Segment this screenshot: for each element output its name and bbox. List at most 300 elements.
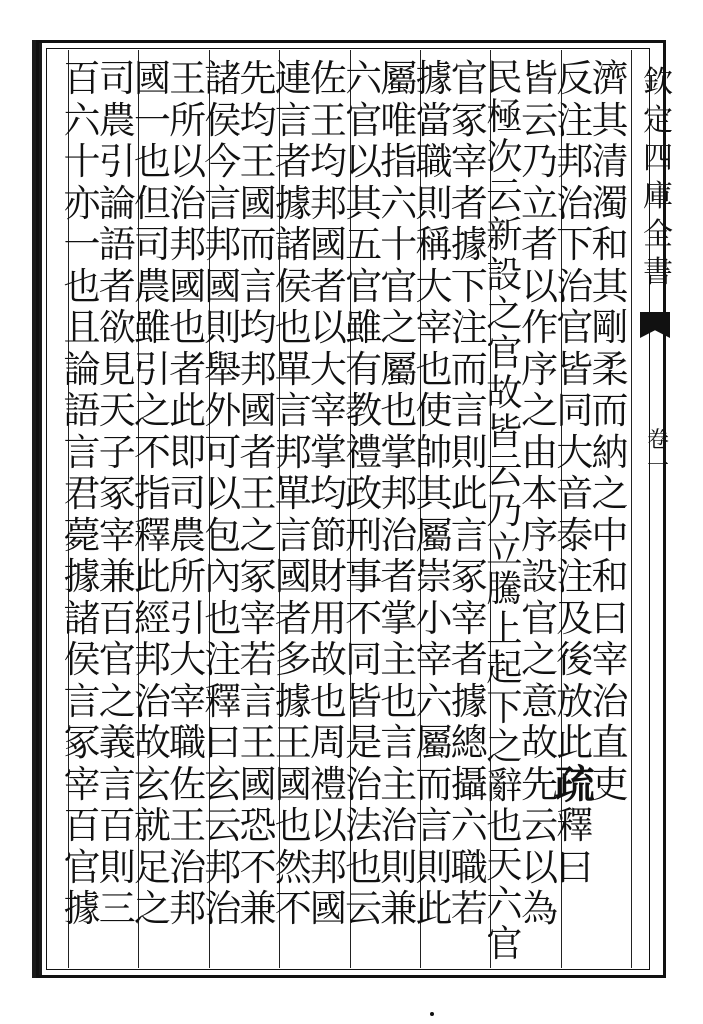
column-char: 兼 bbox=[98, 555, 136, 598]
column-char: 治 bbox=[133, 679, 171, 723]
column-char: 諸 bbox=[274, 223, 312, 266]
column-char: 六 bbox=[450, 804, 488, 847]
column-char: 雖 bbox=[345, 306, 383, 349]
column-char: 農 bbox=[133, 264, 171, 308]
column-char: 注 bbox=[556, 98, 594, 142]
column-char: 今 bbox=[204, 140, 242, 183]
column-char: 官 bbox=[450, 57, 488, 100]
column-char: 也 bbox=[380, 389, 418, 432]
column-char: 邦 bbox=[239, 347, 277, 391]
column-char: 引 bbox=[133, 347, 171, 391]
column-char: 辭 bbox=[486, 764, 523, 808]
column-char: 及 bbox=[556, 596, 594, 640]
column-char: 百 bbox=[63, 804, 101, 847]
column-char: 六 bbox=[486, 882, 523, 926]
volume-char: 一 bbox=[646, 454, 669, 479]
column-char: 薨 bbox=[63, 513, 101, 557]
column-char: 也 bbox=[345, 845, 383, 889]
column-char: 同 bbox=[556, 389, 594, 432]
column-char: 百 bbox=[98, 804, 136, 847]
column-char: 清 bbox=[591, 140, 629, 183]
column-char: 佐 bbox=[169, 762, 207, 806]
column-char: 司 bbox=[98, 57, 136, 100]
column-char: 侯 bbox=[274, 264, 312, 308]
column-char: 國 bbox=[133, 57, 171, 100]
column-char: 以 bbox=[309, 804, 347, 847]
column-char: 也 bbox=[309, 679, 347, 723]
column-char: 均 bbox=[309, 472, 347, 515]
column-char: 此 bbox=[133, 555, 171, 598]
column-char: 者 bbox=[274, 140, 312, 183]
column-char: 內 bbox=[204, 555, 242, 598]
column-char: 治 bbox=[169, 181, 207, 225]
column-char: 法 bbox=[345, 804, 383, 847]
column-char: 節 bbox=[309, 513, 347, 557]
column-char: 大 bbox=[169, 638, 207, 681]
column-char: 若 bbox=[450, 887, 488, 930]
column-char: 使 bbox=[415, 389, 453, 432]
book-title-margin bbox=[642, 64, 674, 292]
column-char: 恐 bbox=[239, 804, 277, 847]
column-char: 此 bbox=[450, 472, 488, 515]
column-char: 邦 bbox=[169, 887, 207, 930]
column-char: 單 bbox=[274, 347, 312, 391]
column-char: 注 bbox=[556, 555, 594, 598]
column-char: 六 bbox=[63, 98, 101, 142]
column-char: 不 bbox=[345, 596, 383, 640]
column-char: 不 bbox=[133, 430, 171, 474]
column-char: 設 bbox=[486, 252, 523, 296]
column-char: 宰 bbox=[98, 513, 136, 557]
column-char: 連 bbox=[274, 57, 312, 100]
column-char: 禮 bbox=[345, 430, 383, 474]
column-char: 邦 bbox=[204, 223, 242, 266]
margin-title-char: 四 bbox=[643, 141, 673, 176]
column-char: 據 bbox=[274, 181, 312, 225]
column-char: 六 bbox=[345, 57, 383, 100]
column-char: 則 bbox=[380, 845, 418, 889]
column-char: 冢 bbox=[450, 555, 488, 598]
column-char: 此 bbox=[556, 721, 594, 764]
column-char: 所 bbox=[169, 555, 207, 598]
column-char: 濁 bbox=[591, 181, 629, 225]
column-char: 雖 bbox=[133, 306, 171, 349]
column-char: 剛 bbox=[591, 306, 629, 349]
column-char: 下 bbox=[486, 685, 523, 729]
column-char: 十 bbox=[380, 223, 418, 266]
column-char: 注 bbox=[450, 306, 488, 349]
column-char: 而 bbox=[591, 389, 629, 432]
column-char: 司 bbox=[133, 223, 171, 266]
column-char: 玄 bbox=[204, 762, 242, 806]
column-char: 乃 bbox=[486, 488, 523, 532]
column-char: 者 bbox=[450, 181, 488, 225]
column-char: 也 bbox=[274, 804, 312, 847]
column-char: 之 bbox=[239, 513, 277, 557]
column-char: 舉 bbox=[204, 347, 242, 391]
column-char: 王 bbox=[169, 804, 207, 847]
column-char: 治 bbox=[556, 264, 594, 308]
column-char: 據 bbox=[63, 887, 101, 930]
column-char: 農 bbox=[98, 98, 136, 142]
text-column bbox=[60, 58, 104, 930]
column-char: 總 bbox=[450, 721, 488, 764]
column-char: 反 bbox=[556, 57, 594, 100]
column-char: 百 bbox=[98, 596, 136, 640]
column-char: 可 bbox=[204, 430, 242, 474]
column-char: 而 bbox=[450, 347, 488, 391]
column-char: 先 bbox=[521, 762, 559, 806]
column-char: 則 bbox=[415, 845, 453, 889]
column-char: 曰 bbox=[204, 721, 242, 764]
margin-title-char: 全 bbox=[643, 217, 673, 252]
column-char: 言 bbox=[204, 181, 242, 225]
column-char: 兼 bbox=[380, 887, 418, 930]
column-char: 言 bbox=[63, 430, 101, 474]
column-char: 之 bbox=[486, 724, 523, 768]
column-char: 國 bbox=[239, 181, 277, 225]
column-char: 冢 bbox=[98, 472, 136, 515]
column-char: 言 bbox=[415, 804, 453, 847]
column-char: 據 bbox=[415, 57, 453, 100]
column-char: 下 bbox=[450, 264, 488, 308]
column-char: 崇 bbox=[415, 555, 453, 598]
column-char: 宰 bbox=[415, 306, 453, 349]
column-char: 之 bbox=[591, 472, 629, 515]
column-char: 為 bbox=[521, 887, 559, 930]
column-char: 之 bbox=[380, 306, 418, 349]
column-char: 中 bbox=[591, 513, 629, 557]
column-char: 國 bbox=[309, 223, 347, 266]
column-char: 柔 bbox=[591, 347, 629, 391]
column-char: 均 bbox=[239, 306, 277, 349]
column-char: 且 bbox=[63, 306, 101, 349]
column-char: 騰 bbox=[486, 567, 523, 611]
column-char: 邦 bbox=[380, 472, 418, 515]
column-char: 言 bbox=[239, 264, 277, 308]
volume-char: 卷 bbox=[646, 428, 669, 453]
column-char: 三 bbox=[98, 887, 136, 930]
column-char: 就 bbox=[133, 804, 171, 847]
column-char: 其 bbox=[591, 264, 629, 308]
column-char: 冢 bbox=[450, 98, 488, 142]
column-char: 直 bbox=[591, 721, 629, 764]
column-char: 官 bbox=[98, 638, 136, 681]
column-char: 則 bbox=[415, 181, 453, 225]
column-char: 官 bbox=[63, 845, 101, 889]
column-char: 據 bbox=[450, 223, 488, 266]
column-char: 是 bbox=[345, 721, 383, 764]
column-char: 周 bbox=[309, 721, 347, 764]
column-char: 用 bbox=[309, 596, 347, 640]
column-char: 和 bbox=[591, 555, 629, 598]
column-char: 者 bbox=[274, 596, 312, 640]
column-char: 主 bbox=[380, 762, 418, 806]
column-char: 邦 bbox=[169, 223, 207, 266]
column-char: 釋 bbox=[204, 679, 242, 723]
column-char: 官 bbox=[521, 596, 559, 640]
column-char: 主 bbox=[380, 638, 418, 681]
margin-title-char: 欽 bbox=[643, 65, 673, 100]
column-char: 邦 bbox=[133, 638, 171, 681]
column-char: 掌 bbox=[309, 430, 347, 474]
column-char: 音 bbox=[556, 472, 594, 515]
column-char: 也 bbox=[63, 264, 101, 308]
column-char: 次 bbox=[486, 134, 523, 178]
column-char: 大 bbox=[415, 264, 453, 308]
column-char: 國 bbox=[169, 264, 207, 308]
column-char: 大 bbox=[556, 430, 594, 474]
column-char: 侯 bbox=[204, 98, 242, 142]
column-char: 財 bbox=[309, 555, 347, 598]
column-char: 者 bbox=[380, 555, 418, 598]
column-char: 設 bbox=[521, 555, 559, 598]
column-char: 政 bbox=[345, 472, 383, 515]
column-char: 然 bbox=[274, 845, 312, 889]
column-char: 則 bbox=[450, 430, 488, 474]
column-char: 邦 bbox=[274, 430, 312, 474]
column-char: 序 bbox=[521, 513, 559, 557]
column-char: 帥 bbox=[415, 430, 453, 474]
column-char: 六 bbox=[415, 679, 453, 723]
column-char: 邦 bbox=[309, 845, 347, 889]
column-char: 之 bbox=[133, 389, 171, 432]
column-char: 唯 bbox=[380, 98, 418, 142]
column-char: 之 bbox=[521, 638, 559, 681]
column-char: 農 bbox=[169, 513, 207, 557]
column-char: 若 bbox=[239, 638, 277, 681]
page-dot bbox=[430, 1012, 434, 1016]
column-char: 佐 bbox=[309, 57, 347, 100]
column-char: 上 bbox=[486, 606, 523, 650]
column-char: 由 bbox=[521, 430, 559, 474]
column-char: 者 bbox=[309, 264, 347, 308]
column-char: 經 bbox=[133, 596, 171, 640]
column-char: 國 bbox=[274, 555, 312, 598]
column-char: 意 bbox=[521, 679, 559, 723]
column-char: 教 bbox=[345, 389, 383, 432]
column-char: 新 bbox=[486, 213, 523, 257]
column-char: 下 bbox=[556, 223, 594, 266]
column-char: 則 bbox=[204, 306, 242, 349]
column-char: 言 bbox=[274, 98, 312, 142]
column-char: 王 bbox=[274, 721, 312, 764]
column-char: 有 bbox=[345, 347, 383, 391]
column-char: 宰 bbox=[169, 679, 207, 723]
column-char: 屬 bbox=[380, 57, 418, 100]
column-char: 以 bbox=[204, 472, 242, 515]
column-char: 也 bbox=[169, 306, 207, 349]
column-char: 也 bbox=[204, 596, 242, 640]
column-char: 宰 bbox=[450, 140, 488, 183]
column-char: 諸 bbox=[204, 57, 242, 100]
column-char: 釋 bbox=[556, 804, 594, 847]
column-char: 也 bbox=[133, 140, 171, 183]
column-char: 言 bbox=[239, 679, 277, 723]
column-char: 侯 bbox=[63, 638, 101, 681]
column-char: 據 bbox=[63, 555, 101, 598]
column-char: 兼 bbox=[239, 887, 277, 930]
column-char: 宰 bbox=[239, 596, 277, 640]
column-char: 立 bbox=[486, 528, 523, 572]
column-char: 掌 bbox=[380, 596, 418, 640]
column-char: 五 bbox=[345, 223, 383, 266]
column-char: 禮 bbox=[309, 762, 347, 806]
column-char: 官 bbox=[556, 306, 594, 349]
column-char: 此 bbox=[415, 887, 453, 930]
column-char: 冢 bbox=[63, 721, 101, 764]
column-char: 語 bbox=[63, 389, 101, 432]
column-char: 皆 bbox=[345, 679, 383, 723]
column-char: 六 bbox=[380, 181, 418, 225]
column-char: 也 bbox=[415, 347, 453, 391]
column-char: 一 bbox=[133, 98, 171, 142]
column-char: 事 bbox=[345, 555, 383, 598]
column-char: 言 bbox=[450, 513, 488, 557]
column-char: 亦 bbox=[63, 181, 101, 225]
column-char: 單 bbox=[274, 472, 312, 515]
column-char: 大 bbox=[309, 347, 347, 391]
column-char: 治 bbox=[169, 845, 207, 889]
column-char: 皆 bbox=[521, 57, 559, 100]
column-char: 則 bbox=[98, 845, 136, 889]
column-char: 立 bbox=[521, 181, 559, 225]
column-char: 納 bbox=[591, 430, 629, 474]
column-char: 據 bbox=[274, 679, 312, 723]
column-char: 之 bbox=[486, 292, 523, 336]
column-char: 作 bbox=[521, 306, 559, 349]
column-char: 屬 bbox=[415, 721, 453, 764]
column-char: 均 bbox=[309, 140, 347, 183]
column-char: 宰 bbox=[309, 389, 347, 432]
column-char: 官 bbox=[345, 98, 383, 142]
column-char: 放 bbox=[556, 679, 594, 723]
column-char: 玄 bbox=[133, 762, 171, 806]
column-char: 職 bbox=[169, 721, 207, 764]
column-char: 足 bbox=[133, 845, 171, 889]
column-char: 王 bbox=[169, 57, 207, 100]
column-char: 不 bbox=[274, 887, 312, 930]
column-char: 國 bbox=[274, 762, 312, 806]
column-char: 司 bbox=[169, 472, 207, 515]
column-char: 故 bbox=[133, 721, 171, 764]
column-char: 國 bbox=[309, 887, 347, 930]
column-char: 以 bbox=[309, 306, 347, 349]
column-char: 皆 bbox=[486, 410, 523, 454]
column-char: 官 bbox=[345, 264, 383, 308]
column-char: 所 bbox=[169, 98, 207, 142]
column-char: 子 bbox=[98, 430, 136, 474]
column-char: 泰 bbox=[556, 513, 594, 557]
column-char: 當 bbox=[415, 98, 453, 142]
margin-title-char: 庫 bbox=[643, 179, 673, 214]
column-char: 言 bbox=[98, 762, 136, 806]
column-char: 包 bbox=[204, 513, 242, 557]
column-char: 屬 bbox=[380, 347, 418, 391]
column-char: 云 bbox=[486, 174, 523, 218]
column-char: 據 bbox=[450, 679, 488, 723]
column-char: 屬 bbox=[415, 513, 453, 557]
column-char: 故 bbox=[521, 721, 559, 764]
column-char: 先 bbox=[239, 57, 277, 100]
column-char: 言 bbox=[380, 721, 418, 764]
column-char: 宰 bbox=[450, 596, 488, 640]
column-char: 王 bbox=[309, 98, 347, 142]
column-char: 云 bbox=[204, 804, 242, 847]
column-char: 者 bbox=[450, 638, 488, 681]
column-char: 論 bbox=[63, 347, 101, 391]
column-char: 而 bbox=[415, 762, 453, 806]
column-char: 釋 bbox=[133, 513, 171, 557]
column-char: 掌 bbox=[380, 430, 418, 474]
column-char: 官 bbox=[380, 264, 418, 308]
column-char: 君 bbox=[63, 472, 101, 515]
column-char: 其 bbox=[345, 181, 383, 225]
column-char: 和 bbox=[591, 223, 629, 266]
column-char: 語 bbox=[98, 223, 136, 266]
column-char: 以 bbox=[169, 140, 207, 183]
column-char: 一 bbox=[63, 223, 101, 266]
column-char: 同 bbox=[345, 638, 383, 681]
column-char: 之 bbox=[133, 887, 171, 930]
column-char: 邦 bbox=[309, 181, 347, 225]
column-char: 見 bbox=[98, 347, 136, 391]
column-char: 民 bbox=[486, 56, 523, 99]
column-char: 云 bbox=[345, 887, 383, 930]
column-char: 治 bbox=[345, 762, 383, 806]
column-char: 宰 bbox=[63, 762, 101, 806]
column-char: 注 bbox=[204, 638, 242, 681]
column-char: 之 bbox=[98, 679, 136, 723]
column-char: 而 bbox=[239, 223, 277, 266]
margin-title-char: 書 bbox=[643, 255, 673, 290]
column-char: 也 bbox=[380, 679, 418, 723]
column-char: 義 bbox=[98, 721, 136, 764]
column-char: 均 bbox=[239, 98, 277, 142]
column-char: 云 bbox=[521, 98, 559, 142]
column-char: 其 bbox=[415, 472, 453, 515]
column-char: 治 bbox=[380, 513, 418, 557]
column-char: 序 bbox=[521, 347, 559, 391]
column-char: 官 bbox=[486, 331, 523, 375]
column-char: 職 bbox=[450, 845, 488, 889]
column-char: 王 bbox=[239, 140, 277, 183]
column-char: 也 bbox=[486, 803, 523, 847]
column-char: 以 bbox=[521, 264, 559, 308]
column-char: 本 bbox=[521, 472, 559, 515]
column-char: 云 bbox=[521, 804, 559, 847]
column-char: 稱 bbox=[415, 223, 453, 266]
column-char: 以 bbox=[521, 845, 559, 889]
column-char: 者 bbox=[239, 430, 277, 474]
column-char: 濟 bbox=[591, 57, 629, 100]
column-char: 乃 bbox=[521, 140, 559, 183]
column-char: 治 bbox=[591, 679, 629, 723]
column-char: 之 bbox=[521, 389, 559, 432]
column-char: 言 bbox=[274, 513, 312, 557]
column-char: 國 bbox=[204, 264, 242, 308]
column-char: 欲 bbox=[98, 306, 136, 349]
column-char: 多 bbox=[274, 638, 312, 681]
column-char: 引 bbox=[169, 596, 207, 640]
column-char: 故 bbox=[309, 638, 347, 681]
column-char: 指 bbox=[133, 472, 171, 515]
column-char: 治 bbox=[380, 804, 418, 847]
column-char: 宰 bbox=[591, 638, 629, 681]
column-char: 諸 bbox=[63, 596, 101, 640]
volume-label bbox=[642, 428, 674, 480]
column-char: 邦 bbox=[556, 140, 594, 183]
